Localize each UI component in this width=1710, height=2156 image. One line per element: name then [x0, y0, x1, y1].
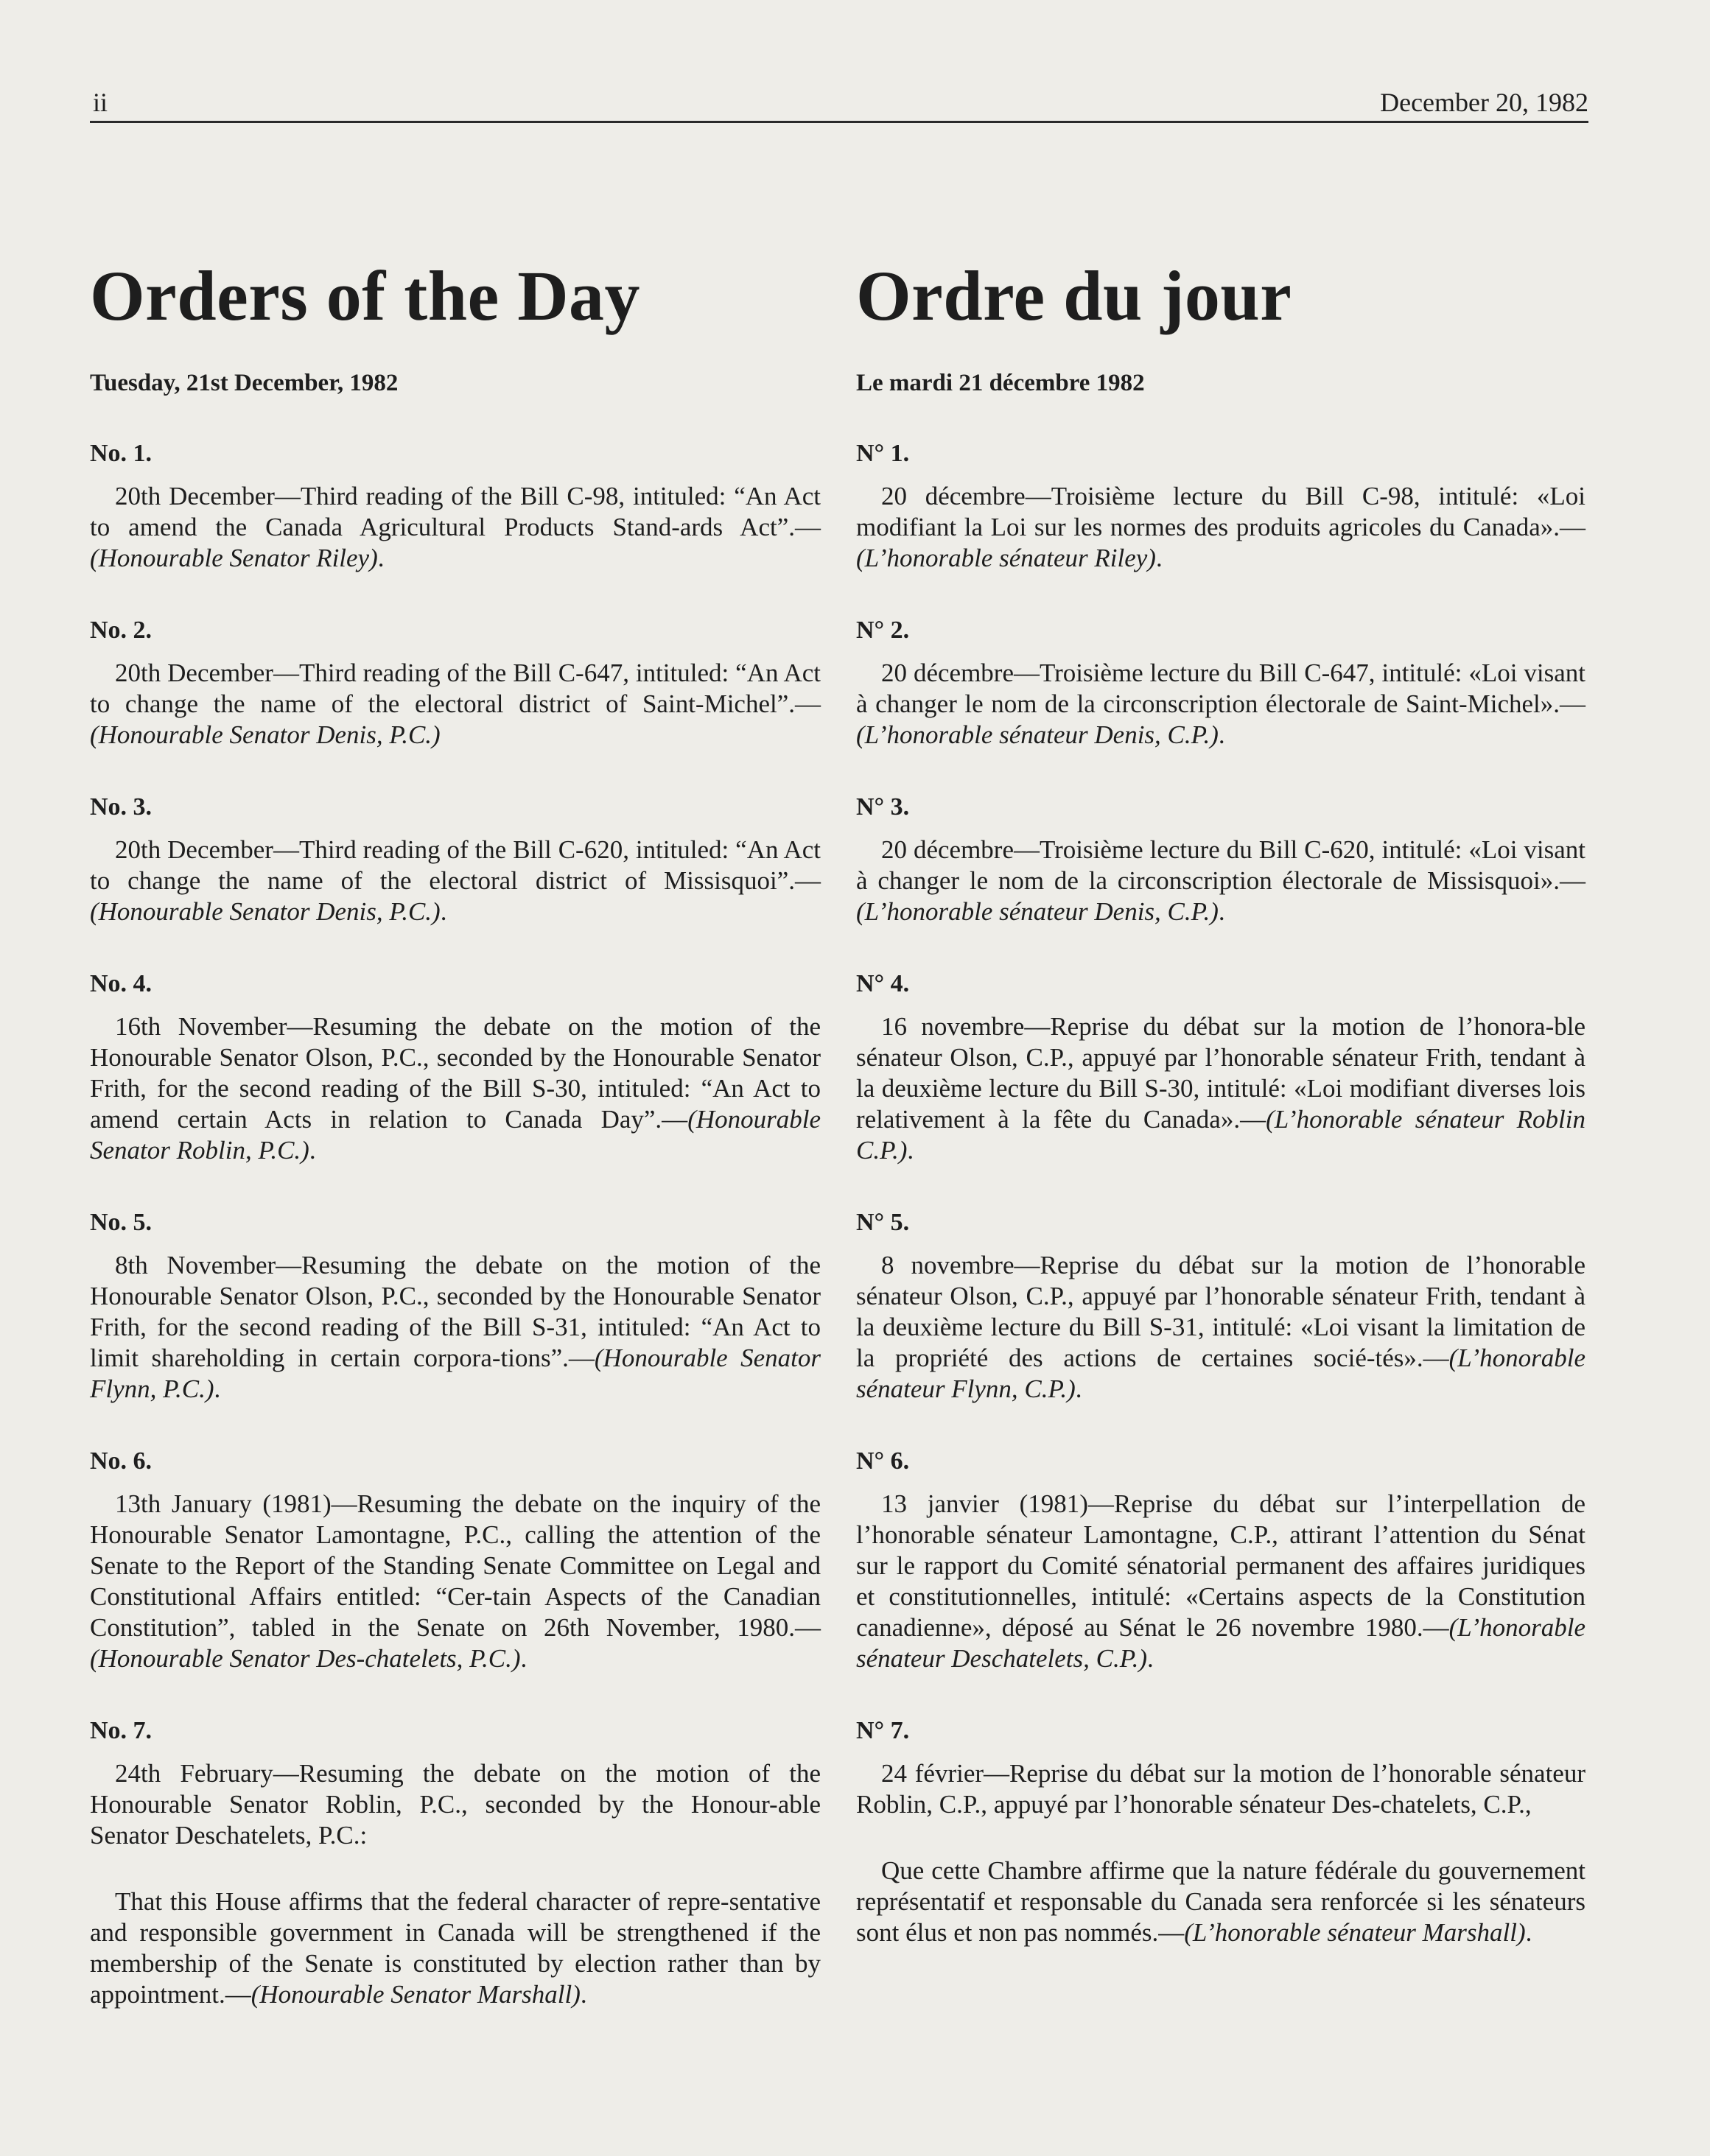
item-number: N° 3.	[856, 793, 910, 821]
french-item-7	[856, 1717, 1585, 1820]
item-reference: (L’honorable sénateur Denis, C.P.)	[856, 720, 1219, 749]
english-item-7	[90, 1717, 821, 1851]
english-column	[90, 258, 821, 2010]
item-text: 24th February—Resuming the debate on the motion of the Honourable Senator Roblin, P.C., seconded by the Honour-able Senator Deschatelets, P.C.:	[90, 1759, 821, 1850]
english-title: Orders of the Day	[90, 256, 641, 335]
english-item-4	[90, 970, 821, 1166]
item-text: 13 janvier (1981)—Reprise du débat sur l’interpellation de l’honorable sénateur Lamontagne, C.P., attirant l’attention du Sénat sur le rapport du Comité sénatorial permanent des affaires juridiques et constitutionnelles, intitulé: «Certains aspects de la Constitution canadienne», déposé au Sénat le 26 novembre 1980.—(L’honorable sénateur Deschatelets, C.P.).	[856, 1489, 1585, 1673]
french-item-6	[856, 1447, 1585, 1674]
item-number: No. 4.	[90, 970, 153, 997]
english-date: Tuesday, 21st December, 1982	[90, 370, 399, 396]
french-title: Ordre du jour	[856, 256, 1292, 335]
item-reference: (Honourable Senator Roblin, P.C.)	[90, 1105, 821, 1165]
item-reference: (L’honorable sénateur Riley)	[856, 544, 1156, 572]
english-item-5	[90, 1209, 821, 1405]
item-text: 20th December—Third reading of the Bill C-647, intituled: “An Act to change the name of the electoral district of Saint-Michel”.—(Honourable Senator Denis, P.C.)	[90, 659, 821, 749]
english-item-2	[90, 617, 821, 751]
item-text: 16th November—Resuming the debate on the motion of the Honourable Senator Olson, P.C., seconded by the Honourable Senator Frith, for the second reading of the Bill S-30, intituled: “An Act to amend certain Acts in relation to Canada Day”.—(Honourable Senator Roblin, P.C.).	[90, 1012, 821, 1165]
french-item-1	[856, 440, 1585, 574]
item-number: No. 7.	[90, 1717, 153, 1744]
item-number: N° 5.	[856, 1209, 910, 1236]
english-resolution: That this House affirms that the federal character of repre-sentative and responsible government in Canada will be strengthened if the membership of the Senate is constituted by election rather than by appointment.—(Honourable Senator Marshall).	[90, 1887, 821, 2009]
item-text: 20 décembre—Troisième lecture du Bill C-620, intitulé: «Loi visant à changer le nom de la circonscription électorale de Missisquoi».—(L’honorable sénateur Denis, C.P.).	[856, 835, 1585, 926]
item-text: 24 février—Reprise du débat sur la motion de l’honorable sénateur Roblin, C.P., appuyé par l’honorable sénateur Des-chatelets, C.P.,	[856, 1759, 1585, 1819]
item-text: 8th November—Resuming the debate on the motion of the Honourable Senator Olson, P.C., seconded by the Honourable Senator Frith, for the second reading of the Bill S-31, intituled: “An Act to limit shareholding in certain corpora-tions”.—(Honourable Senator Flynn, P.C.).	[90, 1251, 821, 1403]
english-item-3	[90, 793, 821, 927]
french-item-5	[856, 1209, 1585, 1405]
item-number: N° 7.	[856, 1717, 910, 1744]
item-number: N° 1.	[856, 440, 910, 467]
item-reference: (L’honorable sénateur Flynn, C.P.)	[856, 1344, 1585, 1403]
page-number: ii	[93, 88, 108, 117]
french-column	[856, 258, 1585, 1948]
header-date: December 20, 1982	[1380, 88, 1588, 117]
item-reference: (Honourable Senator Denis, P.C.)	[90, 897, 441, 926]
english-item-6	[90, 1447, 821, 1674]
french-item-3	[856, 793, 1585, 927]
item-reference: (Honourable Senator Marshall)	[250, 1980, 581, 2009]
item-reference: (Honourable Senator Riley)	[90, 544, 378, 572]
item-number: No. 1.	[90, 440, 153, 467]
french-item-4	[856, 970, 1585, 1166]
item-number: No. 5.	[90, 1209, 153, 1236]
item-reference: (Honourable Senator Denis, P.C.)	[90, 720, 441, 749]
item-reference: (Honourable Senator Des-chatelets, P.C.)	[90, 1644, 521, 1673]
item-number: No. 3.	[90, 793, 153, 821]
item-text: 16 novembre—Reprise du débat sur la motion de l’honora-ble sénateur Olson, C.P., appuyé par l’honorable sénateur Frith, tendant à la deuxième lecture du Bill S-30, intitulé: «Loi modifiant diverses lois relativement à la fête du Canada».—(L’honorable sénateur Roblin C.P.).	[856, 1012, 1586, 1165]
item-reference: (Honourable Senator Flynn, P.C.)	[90, 1344, 821, 1403]
item-text: 13th January (1981)—Resuming the debate on the inquiry of the Honourable Senator Lamontagne, P.C., calling the attention of the Senate to the Report of the Standing Senate Committee on Legal and Constitutional Affairs entitled: “Cer-tain Aspects of the Canadian Constitution”, tabled in the Senate on 26th November, 1980.—(Honourable Senator Des-chatelets, P.C.).	[90, 1489, 821, 1673]
item-text: 8 novembre—Reprise du débat sur la motion de l’honorable sénateur Olson, C.P., appuyé par l’honorable sénateur Frith, tendant à la deuxième lecture du Bill S-31, intitulé: «Loi visant la limitation de la propriété des actions de certaines socié-tés».—(L’honorable sénateur Flynn, C.P.).	[856, 1251, 1585, 1403]
item-number: No. 2.	[90, 617, 153, 644]
item-number: No. 6.	[90, 1447, 153, 1475]
item-text: 20 décembre—Troisième lecture du Bill C-647, intitulé: «Loi visant à changer le nom de la circonscription électorale de Saint-Michel».—(L’honorable sénateur Denis, C.P.).	[856, 659, 1585, 749]
item-number: N° 4.	[856, 970, 910, 997]
item-number: N° 2.	[856, 617, 910, 644]
item-reference: (L’honorable sénateur Denis, C.P.)	[856, 897, 1219, 926]
item-reference: (L’honorable sénateur Marshall)	[1184, 1918, 1526, 1947]
french-date: Le mardi 21 décembre 1982	[856, 370, 1145, 396]
item-text: 20 décembre—Troisième lecture du Bill C-98, intitulé: «Loi modifiant la Loi sur les normes des produits agricoles du Canada».—(L’honorable sénateur Riley).	[856, 482, 1585, 572]
item-reference: (L’honorable sénateur Deschatelets, C.P.)	[856, 1613, 1585, 1673]
page-header	[90, 82, 1588, 123]
item-number: N° 6.	[856, 1447, 910, 1475]
english-item-1	[90, 440, 821, 574]
french-item-2	[856, 617, 1585, 751]
french-resolution: Que cette Chambre affirme que la nature fédérale du gouvernement représentatif et responsable du Canada sera renforcée si les sénateurs sont élus et non pas nommés.—(L’honorable sénateur Marshall).	[856, 1856, 1585, 1947]
item-reference: (L’honorable sénateur Roblin C.P.)	[856, 1105, 1586, 1165]
item-text: 20th December—Third reading of the Bill C-98, intituled: “An Act to amend the Canada Agricultural Products Stand-ards Act”.—(Honourable Senator Riley).	[90, 482, 821, 572]
item-text: 20th December—Third reading of the Bill C-620, intituled: “An Act to change the name of the electoral district of Missisquoi”.—(Honourable Senator Denis, P.C.).	[90, 835, 821, 926]
